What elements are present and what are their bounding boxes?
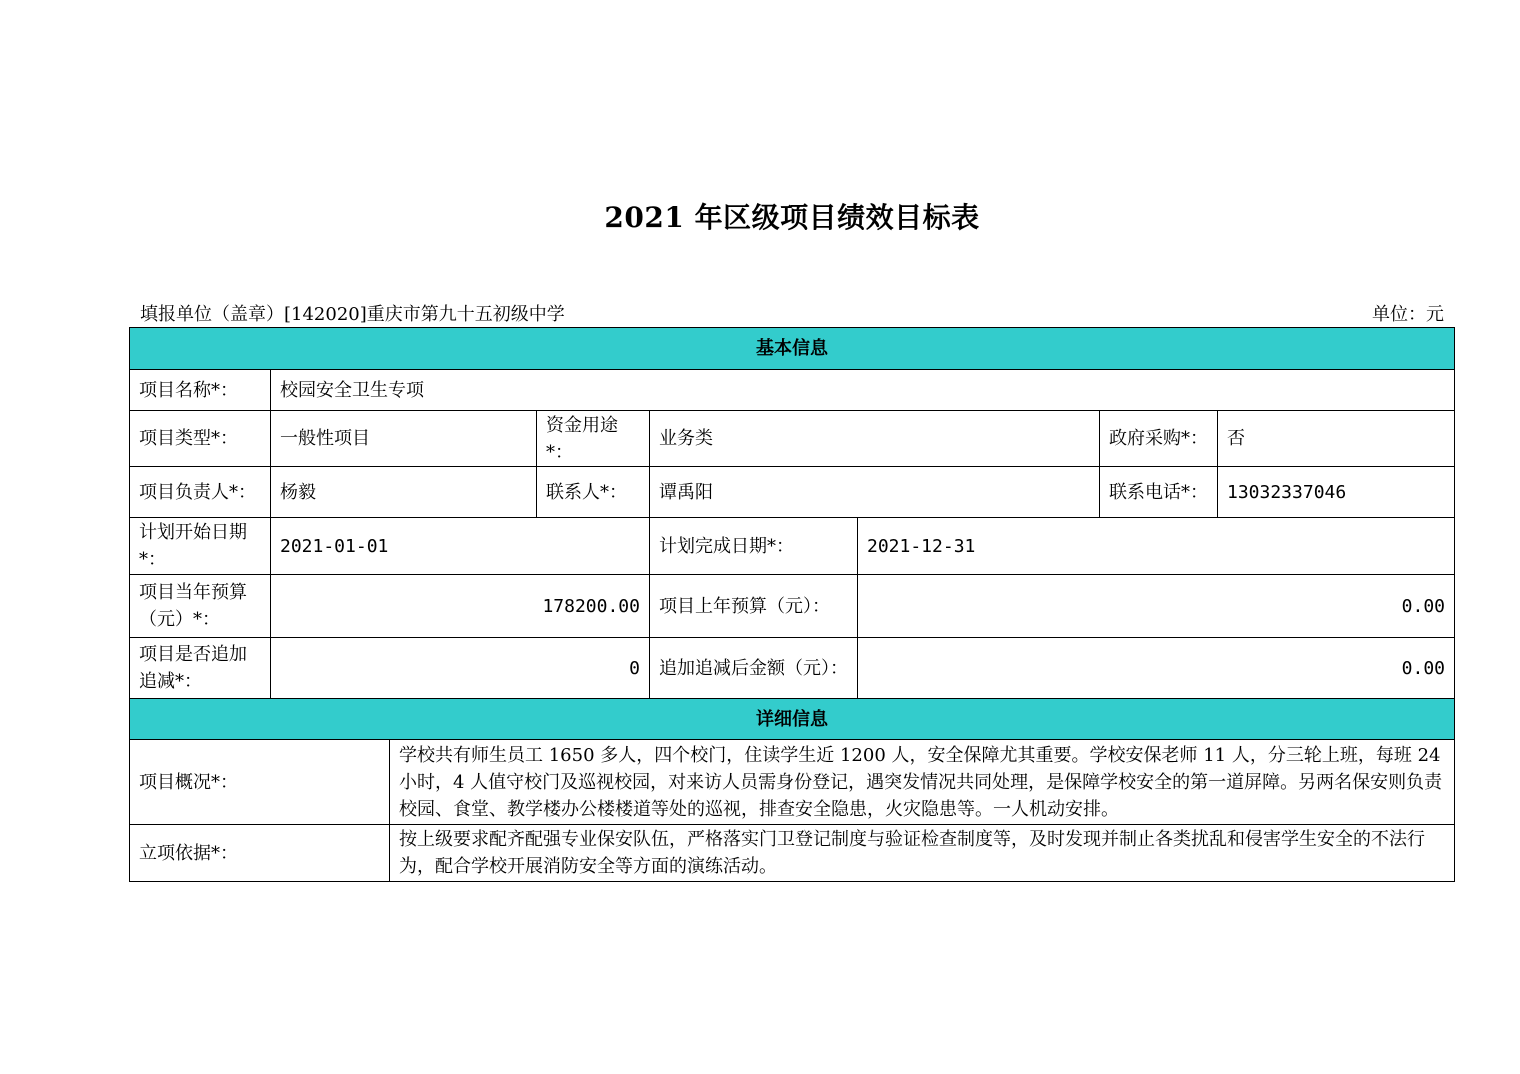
start-date-label: 计划开始日期*： (130, 518, 271, 575)
project-type-label: 项目类型*： (130, 411, 271, 467)
section-basic-info: 基本信息 (130, 328, 1455, 370)
project-name-value: 校园安全卫生专项 (271, 370, 1455, 411)
gov-procurement-label: 政府采购*： (1100, 411, 1218, 467)
phone-value: 13032337046 (1218, 467, 1455, 518)
phone-label: 联系电话*： (1100, 467, 1218, 518)
gov-procurement-value: 否 (1218, 411, 1455, 467)
currency-unit: 单位：元 (1372, 304, 1444, 325)
project-leader-value: 杨毅 (271, 467, 537, 518)
project-type-value: 一般性项目 (271, 411, 537, 467)
adjust-label: 项目是否追加追减*： (130, 638, 271, 699)
fund-use-value: 业务类 (650, 411, 1100, 467)
adjust-amount-label: 追加追减后金额（元）： (650, 638, 858, 699)
form-meta (140, 300, 1444, 326)
reporting-unit: 填报单位（盖章）[142020]重庆市第九十五初级中学 (140, 304, 565, 325)
end-date-label: 计划完成日期*： (650, 518, 858, 575)
overview-value: 学校共有师生员工 1650 多人，四个校门，住读学生近 1200 人，安全保障尤其重要。学校安保老师 11 人，分三轮上班，每班 24 小时，4 人值守校门及巡视校园，对来访人员需身份登记，遇突发情况共同处理，是保障学校安全的第一道屏障。另两名保安则负责校园、食堂、教学楼办公楼楼道等处的巡视，排查安全隐患，火灾隐患等。一人机动安排。 (390, 740, 1455, 825)
budget-last-label: 项目上年预算（元）： (650, 575, 858, 638)
budget-current-label: 项目当年预算（元）*： (130, 575, 271, 638)
overview-label: 项目概况*： (130, 740, 390, 825)
contact-label: 联系人*： (537, 467, 650, 518)
budget-last-value: 0.00 (858, 575, 1455, 638)
basis-label: 立项依据*： (130, 825, 390, 882)
project-name-label: 项目名称*： (130, 370, 271, 411)
adjust-amount-value: 0.00 (858, 638, 1455, 699)
page-title: 2021 年区级项目绩效目标表 (604, 201, 980, 234)
performance-table (129, 327, 1454, 882)
contact-value: 谭禹阳 (650, 467, 1100, 518)
end-date-value: 2021-12-31 (858, 518, 1455, 575)
section-detail-info: 详细信息 (130, 699, 1455, 740)
fund-use-label: 资金用途*： (537, 411, 650, 467)
adjust-value: 0 (271, 638, 650, 699)
project-leader-label: 项目负责人*： (130, 467, 271, 518)
budget-current-value: 178200.00 (271, 575, 650, 638)
basis-value: 按上级要求配齐配强专业保安队伍，严格落实门卫登记制度与验证检查制度等，及时发现并制止各类扰乱和侵害学生安全的不法行为，配合学校开展消防安全等方面的演练活动。 (390, 825, 1455, 882)
start-date-value: 2021-01-01 (271, 518, 650, 575)
